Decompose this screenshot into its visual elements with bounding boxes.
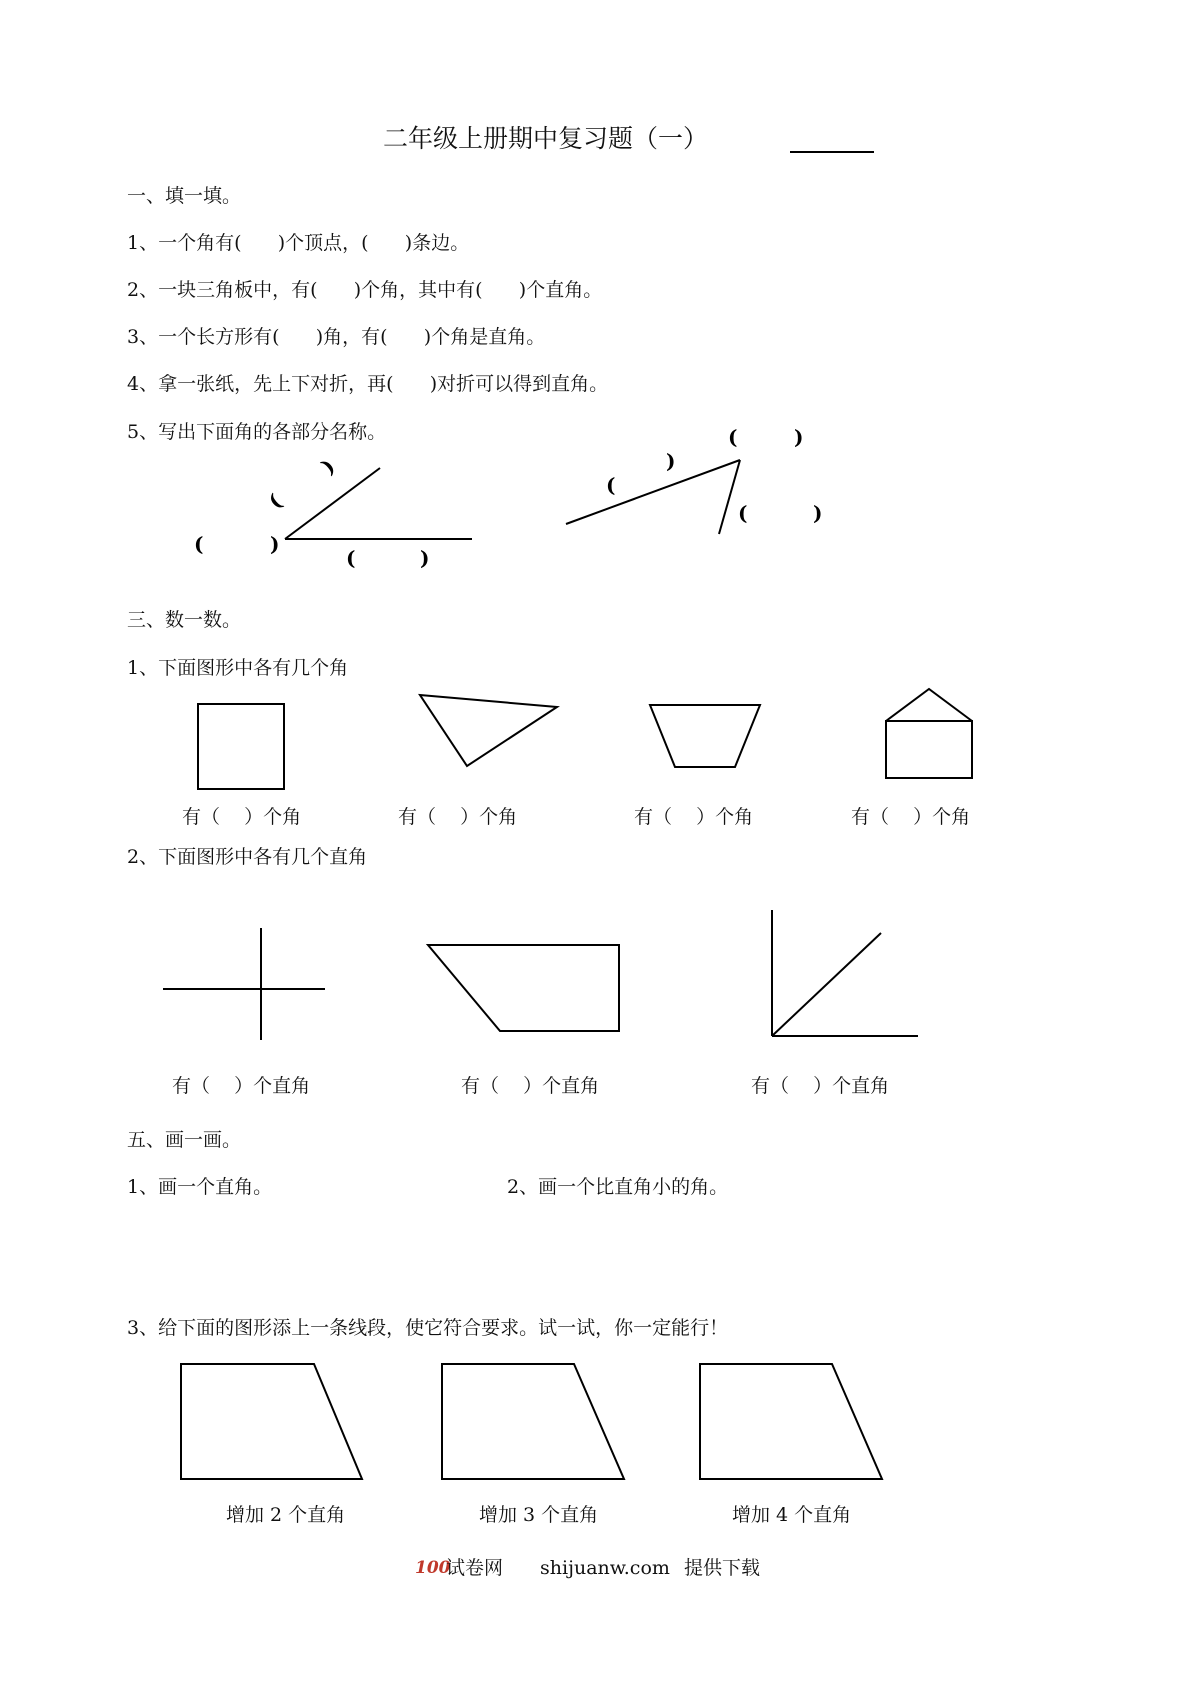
blank-paren-left: ( — [263, 488, 287, 514]
answer-5-3-c: 增加 4 个直角 — [732, 1504, 852, 1526]
blank-paren-left: ( — [194, 532, 204, 556]
answer-3-2-c: 有（ ）个直角 — [751, 1075, 890, 1097]
blank-paren-left: ( — [346, 546, 356, 570]
cross-shape — [163, 928, 325, 1040]
trapezoid-add-3 — [442, 1364, 624, 1479]
trapezoid-add-4 — [700, 1364, 882, 1479]
section-draw-heading: 五、画一画。 — [127, 1129, 242, 1151]
blank-paren-left: ( — [606, 473, 616, 497]
question-5-3: 3、给下面的图形添上一条线段，使它符合要求。试一试，你一定能行！ — [127, 1317, 729, 1339]
answer-3-1-a: 有（ ）个角 — [182, 806, 302, 828]
blank-paren-left: ( — [728, 425, 738, 449]
answer-5-3-b: 增加 3 个直角 — [479, 1504, 599, 1526]
blank-paren-right: ) — [420, 546, 430, 570]
footer-logo: 100 — [415, 1558, 451, 1578]
square-shape — [198, 704, 284, 789]
answer-3-2-a: 有（ ）个直角 — [172, 1075, 311, 1097]
section-fill-heading: 一、填一填。 — [127, 185, 242, 207]
answer-3-2-b: 有（ ）个直角 — [461, 1075, 600, 1097]
answer-3-1-c: 有（ ）个角 — [634, 806, 754, 828]
blank-paren-right: ) — [316, 453, 340, 479]
blank-paren-right: ) — [270, 532, 280, 556]
section-count-heading: 三、数一数。 — [127, 609, 242, 631]
footer-tagline: 提供下载 — [684, 1557, 761, 1579]
answer-3-1-b: 有（ ）个角 — [398, 806, 518, 828]
angle-with-ray-shape — [772, 910, 918, 1036]
footer-site-name: 试卷网 — [446, 1557, 504, 1579]
question-3-1: 1、下面图形中各有几个角 — [127, 657, 349, 679]
triangle-shape — [420, 695, 557, 766]
question-1-3: 3、一个长方形有( )角，有( )个角是直角。 — [127, 326, 546, 348]
question-1-5: 5、写出下面角的各部分名称。 — [127, 421, 387, 443]
house-shape — [886, 689, 972, 778]
answer-3-1-d: 有（ ）个角 — [851, 806, 971, 828]
trapezoid-shape — [650, 705, 760, 767]
blank-paren-right: ) — [794, 425, 804, 449]
question-1-4: 4、拿一张纸，先上下对折，再( )对折可以得到直角。 — [127, 373, 609, 395]
right-trapezoid-shape — [428, 945, 619, 1031]
page-title: 二年级上册期中复习题（一） — [383, 124, 709, 153]
question-5-1: 1、画一个直角。 — [127, 1176, 273, 1198]
question-1-2: 2、一块三角板中，有( )个角，其中有( )个直角。 — [127, 279, 603, 301]
footer-url: shijuanw.com — [540, 1557, 670, 1579]
blank-paren-right: ) — [666, 449, 676, 473]
blank-paren-right: ) — [813, 501, 823, 525]
question-1-1: 1、一个角有( )个顶点，( )条边。 — [127, 232, 470, 254]
answer-5-3-a: 增加 2 个直角 — [226, 1504, 346, 1526]
trapezoid-add-2 — [181, 1364, 362, 1479]
angle-diagram-2 — [566, 425, 822, 534]
blank-paren-left: ( — [738, 501, 748, 525]
question-5-2: 2、画一个比直角小的角。 — [507, 1176, 729, 1198]
question-3-2: 2、下面图形中各有几个直角 — [127, 846, 368, 868]
angle-diagram-1 — [194, 454, 472, 570]
